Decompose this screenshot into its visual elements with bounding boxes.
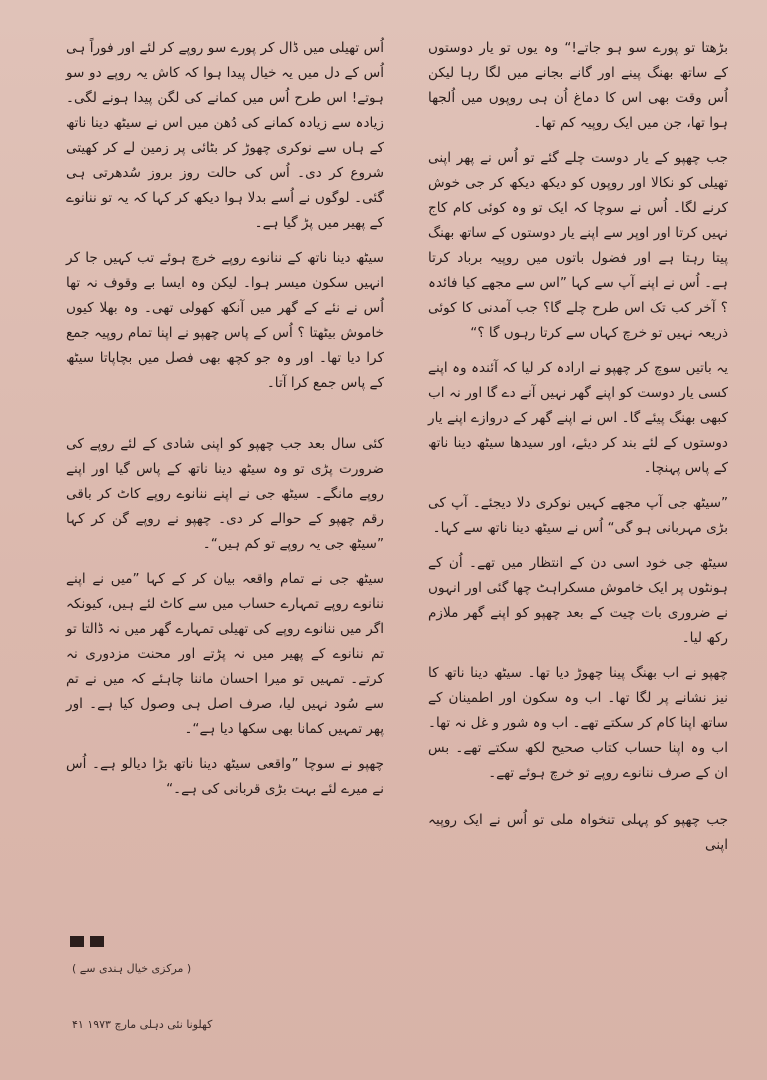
- right-paragraph-6: چھپو نے اب بھنگ پینا چھوڑ دیا تھا۔ سیٹھ دینا ناتھ کا نیز نشانے پر لگا تھا۔ اب وہ سکون اور اطمینان کے ساتھ اپنا کام کر سکتے تھے۔ اب وہ شور و غل نہ تھا۔ اب وہ اپنا حساب کتاب صحیح لکھ سکتے تھے۔ بس ان کے صرف ننانوے روپے تو خرچ ہوئے تھے۔: [428, 665, 728, 781]
- end-mark-square: [70, 936, 84, 947]
- right-column: [428, 36, 728, 868]
- right-paragraph-1: بڑھتا تو پورے سو ہو جاتے!“ وہ یوں تو یار دوستوں کے ساتھ بھنگ پینے اور گانے بجانے میں لگا رہا لیکن اُس وقت بھی اس کا دماغ اُن ہی روپوں میں اُلجھا ہوا تھا، جن میں ایک روپیہ کم تھا۔: [428, 40, 728, 131]
- left-column: [66, 36, 384, 812]
- left-paragraph-4: سیٹھ جی نے تمام واقعہ بیان کر کے کہا ”میں نے اپنے ننانوے روپے تمہارے حساب میں سے کاٹ لئے ہیں، کیونکہ اگر میں ننانوے روپے کی تھیلی تمہارے گھر میں نہ ڈالتا تو تم ننانوے کے پھیر میں نہ پڑتے اور محنت مزدوری نہ کرتے۔ تمہیں تو میرا احسان ماننا چاہئے کہ میں نے تم سے سُود نہیں لیا، صرف اصل ہی وصول کیا ہے۔ اور پھر تمہیں کمانا بھی سکھا دیا ہے“۔: [66, 571, 384, 737]
- page-footer: کھلونا نئی دہلی مارچ ۱۹۷۳ ۴۱: [72, 1018, 213, 1031]
- right-paragraph-3: یہ باتیں سوچ کر چھپو نے ارادہ کر لیا کہ آئندہ وہ اپنے کسی یار دوست کو اپنے گھر نہیں آنے دے گا اور نہ اب کبھی بھنگ پیئے گا۔ اس نے اپنے گھر کے دروازے اپنے یار دوستوں کے لئے بند کر دیئے، اور سیدھا سیٹھ دینا ناتھ کے پاس پہنچا۔: [428, 360, 728, 476]
- right-paragraph-5: سیٹھ جی خود اسی دن کے انتظار میں تھے۔ اُن کے ہونٹوں پر ایک خاموش مسکراہٹ چھا گئی اور انہوں نے ضروری بات چیت کے بعد چھپو کو اپنے گھر ملازم رکھ لیا۔: [428, 555, 728, 646]
- credit-note: ( مرکزی خیال ہندی سے ): [72, 962, 192, 975]
- left-paragraph-3: کئی سال بعد جب چھپو کو اپنی شادی کے لئے روپے کی ضرورت پڑی تو وہ سیٹھ دینا ناتھ کے پاس گیا اور اپنے روپے مانگے۔ سیٹھ جی نے اپنے ننانوے روپے کاٹ کر باقی رقم چھپو کے حوالے کر دی۔ چھپو نے روپے گن کر کہا ”سیٹھ جی یہ روپے تو کم ہیں“۔: [66, 436, 384, 552]
- end-of-story-marks: [70, 932, 110, 951]
- right-paragraph-2: جب چھپو کے یار دوست چلے گئے تو اُس نے پھر اپنی تھیلی کو نکالا اور روپوں کو دیکھ دیکھ کر جی خوش کرنے لگا۔ اُس نے سوچا کہ ایک تو وہ کوئی کام کاج نہیں کرتا اور اوپر سے اپنے یار دوستوں کے ساتھ بھنگ پیتا رہتا ہے اور فضول باتوں میں روپیہ برباد کرتا ہے۔ اُس نے اپنے آپ سے کہا ”اس سے مجھے کیا فائدہ ؟ آخر کب تک اس طرح چلے گا؟ جب آمدنی کا کوئی ذریعہ نہیں تو خرچ کہاں سے کرتا رہوں گا ؟“: [428, 150, 728, 341]
- left-paragraph-1: اُس تھیلی میں ڈال کر پورے سو روپے کر لئے اور فوراً ہی اُس کے دل میں یہ خیال پیدا ہوا کہ کاش یہ روپے دو سو ہوتے! اس طرح اُس میں کمانے کی لگن پیدا ہونے لگی۔ زیادہ سے زیادہ کمانے کی دُھن میں اس نے سیٹھ دینا ناتھ کے ہاں سے نوکری چھوڑ کر بٹائی پر زمین لے کر کھیتی شروع کر دی۔ اُس کی حالت روز بروز سُدھرتی ہی گئی۔ لوگوں نے اُسے بدلا ہوا دیکھ کر کہا کہ یہ تو ننانوے کے پھیر میں پڑ گیا ہے۔: [66, 40, 384, 231]
- right-paragraph-4: ”سیٹھ جی آپ مجھے کہیں نوکری دلا دیجئے۔ آپ کی بڑی مہربانی ہو گی“ اُس نے سیٹھ دینا ناتھ سے کہا۔: [428, 495, 728, 536]
- end-mark-square: [90, 936, 104, 947]
- right-continuation-line: جب چھپو کو پہلی تنخواہ ملی تو اُس نے ایک روپیہ اپنی: [428, 812, 728, 853]
- left-paragraph-5: چھپو نے سوچا ”واقعی سیٹھ دینا ناتھ بڑا دیالو ہے۔ اُس نے میرے لئے بہت بڑی قربانی کی ہے۔“: [66, 756, 384, 797]
- left-paragraph-2: سیٹھ دینا ناتھ کے ننانوے روپے خرچ ہوئے تب کہیں جا کر انہیں سکون میسر ہوا۔ لیکن وہ ایسا بے وقوف نہ تھا اُس نے نئے کے گھر میں آنکھ کھولی تھی۔ وہ بھلا کیوں خاموش بیٹھتا ؟ اُس کے پاس چھپو نے اپنا تمام روپیہ جمع کرا دیا تھا۔ اور وہ جو کچھ بھی فصل میں بچاپاتا سیٹھ کے پاس جمع کرا آتا۔: [66, 250, 384, 391]
